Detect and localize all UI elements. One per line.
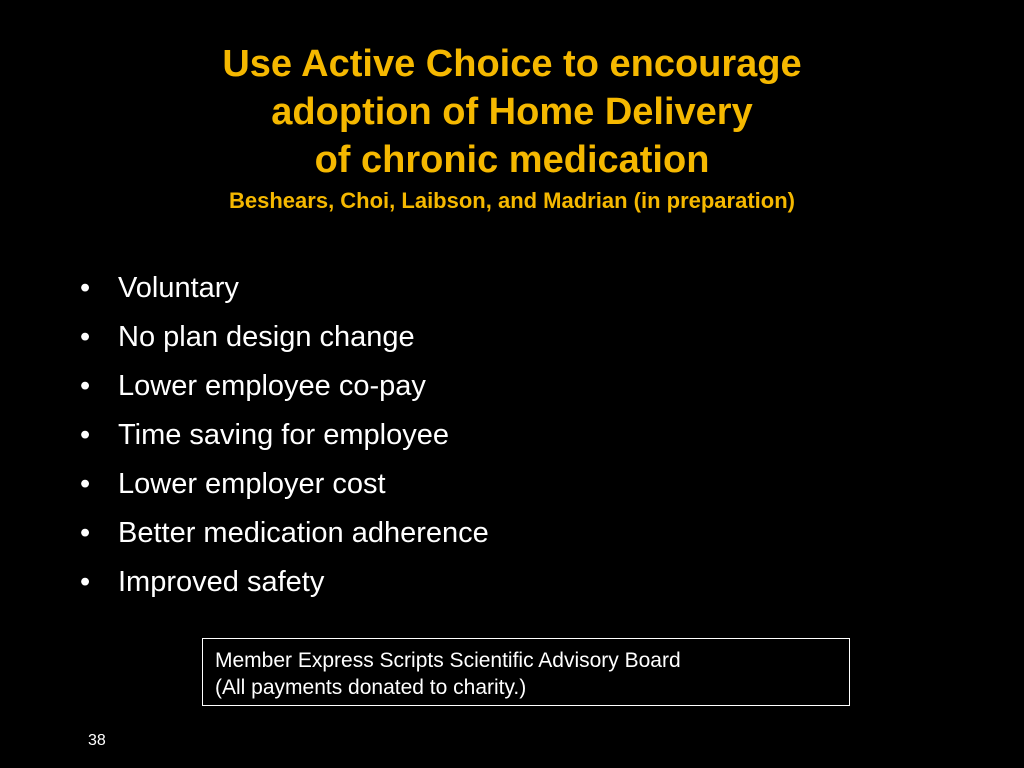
bullet-item	[74, 509, 489, 558]
slide-title-line-2: adoption of Home Delivery	[271, 91, 753, 133]
bullet-text: Voluntary	[118, 272, 239, 304]
bullet-text: Time saving for employee	[118, 419, 449, 451]
bullet-glyph: •	[80, 517, 91, 549]
bullet-item	[74, 264, 489, 313]
bullet-text: Improved safety	[118, 566, 325, 598]
bullet-item	[74, 313, 489, 362]
disclosure-line-1: Member Express Scripts Scientific Advisory Board	[215, 649, 681, 672]
slide-title-line-1: Use Active Choice to encourage	[222, 43, 802, 85]
slide-title-line-3: of chronic medication	[314, 139, 710, 181]
disclosure-box	[202, 638, 850, 706]
bullet-glyph: •	[80, 272, 91, 304]
bullet-item	[74, 362, 489, 411]
bullet-item	[74, 460, 489, 509]
slide-subtitle: Beshears, Choi, Laibson, and Madrian (in preparation)	[229, 188, 795, 213]
bullet-glyph: •	[80, 321, 91, 353]
bullet-text: No plan design change	[118, 321, 415, 353]
slide-title-block	[0, 40, 1024, 216]
bullet-item	[74, 558, 489, 607]
bullet-item	[74, 411, 489, 460]
bullet-text: Lower employee co-pay	[118, 370, 426, 402]
disclosure-line-2: (All payments donated to charity.)	[215, 676, 527, 699]
bullet-glyph: •	[80, 370, 91, 402]
bullet-glyph: •	[80, 419, 91, 451]
bullet-text: Lower employer cost	[118, 468, 386, 500]
bullet-glyph: •	[80, 566, 91, 598]
bullet-list	[74, 264, 489, 607]
bullet-glyph: •	[80, 468, 91, 500]
page-number: 38	[88, 732, 106, 749]
bullet-text: Better medication adherence	[118, 517, 489, 549]
